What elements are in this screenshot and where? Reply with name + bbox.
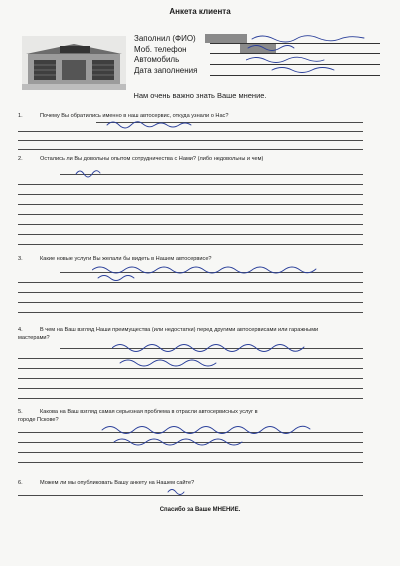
thanks-footer: Спасибо за Ваше МНЕНИЕ. [159, 507, 241, 513]
form-subtitle: Нам очень важно знать Ваше мнение. [133, 91, 267, 100]
answer-line [18, 452, 363, 453]
answer-line [60, 174, 363, 175]
answer-line [18, 214, 363, 215]
answer-line [18, 292, 363, 293]
answer-line [18, 302, 363, 303]
handwriting-answer-5 [100, 420, 332, 450]
answer-line [18, 184, 363, 185]
answer-line [18, 194, 363, 195]
answer-line [18, 388, 363, 389]
question-5-continued: городе Пскове? [18, 417, 59, 423]
answer-line [18, 204, 363, 205]
building-image [22, 36, 126, 90]
answer-line [18, 378, 363, 379]
handwriting-header [246, 30, 386, 80]
handwriting-answer-6 [166, 484, 188, 496]
answer-line [18, 140, 363, 141]
answer-line [18, 244, 363, 245]
handwriting-answer-4 [112, 336, 352, 372]
question-1: 1. Почему Вы обратились именно в наш автосервис, откуда узнали о Нас? [18, 113, 229, 119]
car-label: Автомобиль [134, 55, 180, 64]
handwriting-answer-2 [74, 164, 104, 178]
name-redaction [205, 34, 247, 43]
handwriting-answer-3 [92, 260, 332, 284]
question-4: 4. В чем на Ваш взгляд Наши преимущества (или недостатки) перед другими автосервисами или гаражными [18, 327, 319, 333]
answer-line [18, 312, 363, 313]
name-label: Заполнил (ФИО) [134, 34, 196, 43]
question-4-continued: мастерами? [18, 335, 50, 341]
answer-line [18, 224, 363, 225]
answer-line [18, 234, 363, 235]
question-2: 2. Остались ли Вы довольны опытом сотрудничества с Нами? (либо недовольны и чем) [18, 156, 264, 162]
handwriting-answer-1 [105, 116, 205, 130]
form-title: Анкета клиента [169, 7, 231, 16]
answer-line [18, 462, 363, 463]
answer-line [18, 131, 363, 132]
question-5: 5. Какова на Ваш взгляд самая серьезная проблема в отрасли автосервисных услуг в [18, 409, 258, 415]
answer-line [18, 495, 363, 496]
answer-line [18, 398, 363, 399]
question-6: 6. Можем ли мы опубликовать Вашу анкету на Нашем сайте? [18, 480, 195, 486]
client-info [134, 34, 197, 76]
answer-line [18, 149, 363, 150]
question-3: 3. Какие новые услуги Вы желали бы видеть в Нашем автосервисе? [18, 256, 212, 262]
date-label: Дата заполнения [134, 65, 198, 75]
phone-label: Моб. телефон [134, 44, 187, 54]
